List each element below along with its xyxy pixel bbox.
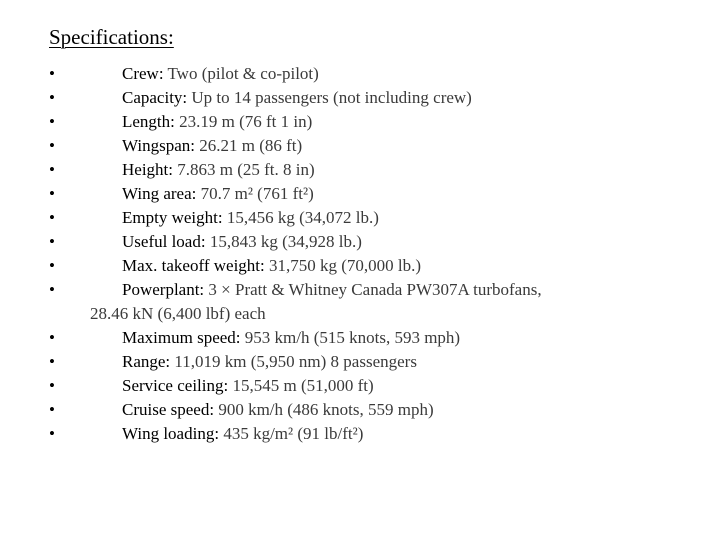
spec-capacity [0,86,720,110]
spec-wing-loading [0,422,720,446]
spec-wingspan [0,134,720,158]
spec-content [122,88,472,107]
spec-value: Up to 14 passengers (not including crew) [187,88,472,107]
spec-value: 31,750 kg (70,000 lb.) [264,256,422,275]
specifications-list [0,62,720,446]
bullet-icon: • [49,352,55,371]
spec-content [122,232,362,251]
spec-content [122,424,363,443]
spec-label: Range: [122,352,171,371]
spec-value-continuation: 28.46 kN (6,400 lbf) each [90,304,266,323]
bullet-icon: • [49,232,55,251]
spec-range [0,350,720,374]
spec-value: 15,545 m (51,000 ft) [228,376,374,395]
spec-value: 3 × Pratt & Whitney Canada PW307A turbofans, [204,280,542,299]
bullet-icon: • [49,136,55,155]
bullet-icon: • [49,280,55,299]
spec-cruise-speed [0,398,720,422]
spec-content [122,136,302,155]
spec-value: 70.7 m² (761 ft²) [196,184,314,203]
spec-value: 7.863 m (25 ft. 8 in) [173,160,315,179]
bullet-icon: • [49,376,55,395]
spec-value: Two (pilot & co-pilot) [163,64,319,83]
spec-content [122,400,434,419]
spec-label: Cruise speed: [122,400,215,419]
spec-value: 953 km/h (515 knots, 593 mph) [240,328,461,347]
bullet-icon: • [49,328,55,347]
spec-content [122,208,379,227]
bullet-icon: • [49,424,55,443]
spec-label: Powerplant: [122,280,205,299]
spec-value: 23.19 m (76 ft 1 in) [174,112,313,131]
spec-powerplant [0,278,720,326]
spec-height [0,158,720,182]
spec-crew [0,62,720,86]
spec-content [122,256,421,275]
spec-value: 11,019 km (5,950 nm) 8 passengers [170,352,417,371]
spec-content [122,184,314,203]
bullet-icon: • [49,64,55,83]
spec-label: Length: [122,112,175,131]
spec-label: Capacity: [122,88,188,107]
spec-label: Crew: [122,64,164,83]
spec-value: 15,843 kg (34,928 lb.) [205,232,362,251]
bullet-icon: • [49,400,55,419]
spec-max-takeoff-weight [0,254,720,278]
spec-length [0,110,720,134]
spec-label: Empty weight: [122,208,223,227]
spec-value: 900 km/h (486 knots, 559 mph) [214,400,434,419]
spec-content [122,376,374,395]
spec-value: 26.21 m (86 ft) [194,136,303,155]
spec-content [122,160,315,179]
spec-empty-weight [0,206,720,230]
spec-content [122,328,460,347]
spec-label: Maximum speed: [122,328,241,347]
spec-content [122,352,417,371]
bullet-icon: • [49,160,55,179]
spec-label: Height: [122,160,173,179]
spec-label: Max. takeoff weight: [122,256,265,275]
spec-maximum-speed [0,326,720,350]
spec-wing-area [0,182,720,206]
bullet-icon: • [49,208,55,227]
spec-content [0,280,720,326]
bullet-icon: • [49,184,55,203]
bullet-icon: • [49,112,55,131]
spec-content [122,112,312,131]
spec-label: Useful load: [122,232,206,251]
spec-label: Wingspan: [122,136,195,155]
page-title: Specifications: [49,25,174,49]
spec-label: Wing area: [122,184,197,203]
spec-label: Service ceiling: [122,376,229,395]
bullet-icon: • [49,256,55,275]
bullet-icon: • [49,88,55,107]
spec-service-ceiling [0,374,720,398]
spec-value: 435 kg/m² (91 lb/ft²) [219,424,364,443]
spec-useful-load [0,230,720,254]
spec-content [122,64,319,83]
spec-value: 15,456 kg (34,072 lb.) [222,208,379,227]
spec-label: Wing loading: [122,424,220,443]
